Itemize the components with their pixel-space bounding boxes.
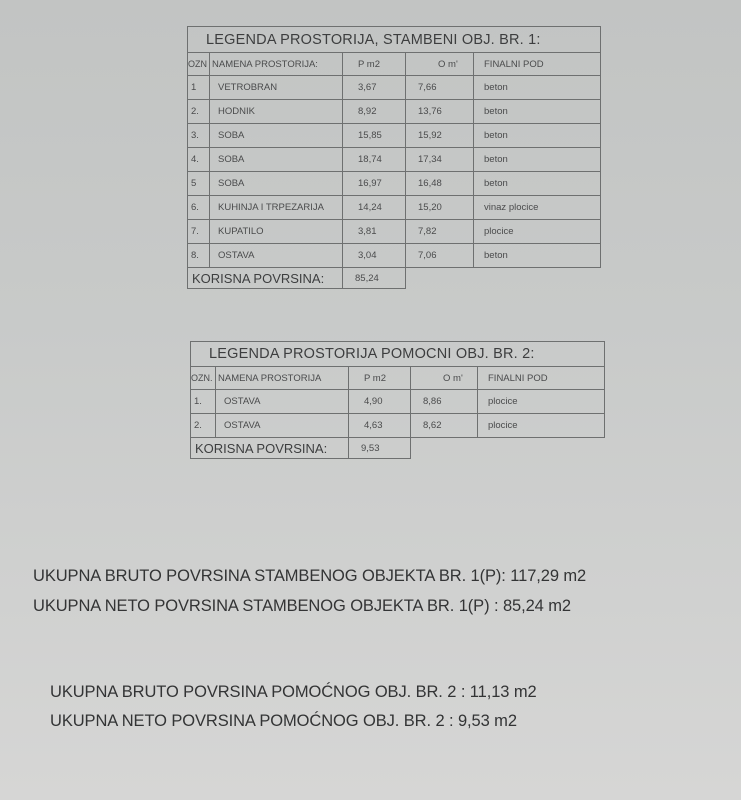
cell-area: 3,04 [343,244,406,268]
usable-area-label: KORISNA POVRSINA: [191,438,349,459]
cell-room-name: KUHINJA I TRPEZARIJA [210,196,343,220]
table-row [188,76,601,100]
table-row [188,148,601,172]
cell-ozn: 8. [188,244,210,268]
cell-room-name: HODNIK [210,100,343,124]
cell-room-name: SOBA [210,124,343,148]
cell-perimeter: 17,34 [406,148,474,172]
room-legend-table-residential [187,26,601,289]
table-row [191,390,605,414]
table-title-row [188,27,601,53]
net-area-auxiliary: UKUPNA NETO POVRSINA POMOĆNOG OBJ. BR. 2 : 9,53 m2 [50,712,517,730]
usable-area-value: 9,53 [349,438,411,459]
cell-ozn: 6. [188,196,210,220]
header-room-name: NAMENA PROSTORIJA: [210,53,343,76]
header-area: P m2 [349,367,411,390]
cell-room-name: OSTAVA [216,390,349,414]
cell-room-name: OSTAVA [210,244,343,268]
table-row [188,196,601,220]
header-perimeter: O m' [406,53,474,76]
cell-ozn: 4. [188,148,210,172]
cell-ozn: 7. [188,220,210,244]
cell-final-floor: vinaz plocice [474,196,601,220]
cell-room-name: SOBA [210,148,343,172]
cell-final-floor: plocice [478,414,605,438]
cell-area: 3,81 [343,220,406,244]
cell-area: 3,67 [343,76,406,100]
cell-final-floor: beton [474,244,601,268]
table-row [188,244,601,268]
cell-room-name: SOBA [210,172,343,196]
table-title-row [191,342,605,367]
table-row [188,100,601,124]
cell-perimeter: 8,86 [411,390,478,414]
cell-ozn: 5 [188,172,210,196]
room-legend-table-auxiliary [190,341,605,459]
header-ozn: OZN [188,53,210,76]
cell-ozn: 2. [188,100,210,124]
cell-perimeter: 13,76 [406,100,474,124]
table-footer-row [188,268,601,289]
cell-ozn: 3. [188,124,210,148]
header-final-floor: FINALNI POD [478,367,605,390]
cell-final-floor: plocice [478,390,605,414]
table-header-row [191,367,605,390]
net-area-residential: UKUPNA NETO POVRSINA STAMBENOG OBJEKTA BR. 1(P) : 85,24 m2 [33,597,571,615]
table-row [188,172,601,196]
header-perimeter: O m' [411,367,478,390]
cell-area: 14,24 [343,196,406,220]
cell-area: 4,63 [349,414,411,438]
usable-area-value: 85,24 [343,268,406,289]
table-row [191,414,605,438]
cell-final-floor: beton [474,124,601,148]
cell-perimeter: 15,20 [406,196,474,220]
header-room-name: NAMENA PROSTORIJA [216,367,349,390]
header-final-floor: FINALNI POD [474,53,601,76]
cell-final-floor: beton [474,100,601,124]
cell-final-floor: beton [474,148,601,172]
cell-final-floor: beton [474,172,601,196]
cell-perimeter: 7,82 [406,220,474,244]
table-row [188,124,601,148]
cell-room-name: KUPATILO [210,220,343,244]
gross-area-residential: UKUPNA BRUTO POVRSINA STAMBENOG OBJEKTA BR. 1(P): 117,29 m2 [33,567,587,585]
table-header-row [188,53,601,76]
cell-perimeter: 7,66 [406,76,474,100]
cell-area: 4,90 [349,390,411,414]
table-footer-row [191,438,605,459]
cell-room-name: OSTAVA [216,414,349,438]
header-ozn: OZN. [191,367,216,390]
cell-area: 15,85 [343,124,406,148]
cell-area: 8,92 [343,100,406,124]
cell-area: 16,97 [343,172,406,196]
cell-final-floor: plocice [474,220,601,244]
cell-perimeter: 8,62 [411,414,478,438]
cell-perimeter: 7,06 [406,244,474,268]
cell-ozn: 2. [191,414,216,438]
cell-room-name: VETROBRAN [210,76,343,100]
cell-perimeter: 15,92 [406,124,474,148]
cell-final-floor: beton [474,76,601,100]
cell-ozn: 1 [188,76,210,100]
table-row [188,220,601,244]
gross-area-auxiliary: UKUPNA BRUTO POVRSINA POMOĆNOG OBJ. BR. 2 : 11,13 m2 [50,683,537,701]
usable-area-label: KORISNA POVRSINA: [188,268,343,289]
cell-perimeter: 16,48 [406,172,474,196]
header-area: P m2 [343,53,406,76]
cell-ozn: 1. [191,390,216,414]
cell-area: 18,74 [343,148,406,172]
table-title: LEGENDA PROSTORIJA POMOCNI OBJ. BR. 2: [191,342,605,367]
table-title: LEGENDA PROSTORIJA, STAMBENI OBJ. BR. 1: [188,27,601,53]
